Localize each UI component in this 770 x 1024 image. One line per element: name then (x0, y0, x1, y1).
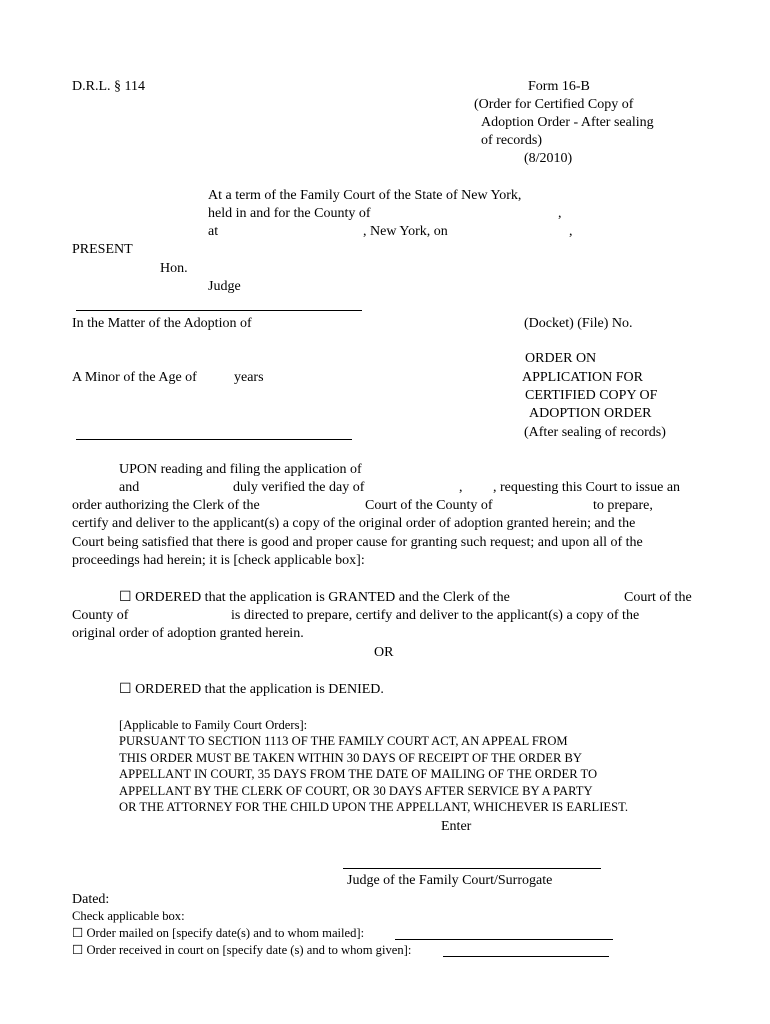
statute-reference: D.R.L. § 114 (72, 79, 145, 94)
judge-signature-caption: Judge of the Family Court/Surrogate (347, 873, 553, 888)
order-title-line-2: APPLICATION FOR (522, 370, 643, 385)
received-checkbox[interactable]: ☐ (72, 943, 84, 957)
hon-label: Hon. (160, 261, 188, 276)
caption-top-rule (76, 310, 362, 311)
granted-court-of-the: Court of the (624, 590, 692, 605)
received-option (72, 942, 411, 958)
appeal-notice-line-5: OR THE ATTORNEY FOR THE CHILD UPON THE APPELLANT, WHICHEVER IS EARLIEST. (119, 800, 628, 814)
denied-option (119, 681, 384, 698)
court-satisfied-line: Court being satisfied that there is good and proper cause for granting such request; and upon all of the (72, 535, 643, 550)
order-title-line-5: (After sealing of records) (524, 425, 666, 440)
denied-text: ORDERED that the application is DENIED. (135, 682, 384, 697)
matter-label: In the Matter of the Adoption of (72, 316, 252, 331)
present-label: PRESENT (72, 242, 133, 257)
requesting-text: , requesting this Court to issue an (493, 480, 681, 495)
or-label: OR (374, 645, 394, 660)
verified-label: duly verified the day of (233, 480, 365, 495)
order-title-line-3: CERTIFIED COPY OF (525, 388, 658, 403)
county-line: held in and for the County of (208, 206, 371, 221)
dated-label: Dated: (72, 892, 110, 907)
mailed-checkbox[interactable]: ☐ (72, 926, 84, 940)
new-york-on-label: , New York, on (363, 224, 448, 239)
upon-reading-line: UPON reading and filing the application of (119, 462, 362, 477)
received-blank-line[interactable] (443, 956, 609, 957)
appeal-notice-line-4: APPELLANT BY THE CLERK OF COURT, OR 30 DAYS AFTER SERVICE BY A PARTY (119, 784, 593, 798)
form-title-line-1: (Order for Certified Copy of (474, 97, 634, 112)
signature-line (343, 868, 601, 869)
form-revision-date: (8/2010) (524, 151, 573, 166)
applicable-label: [Applicable to Family Court Orders]: (119, 718, 308, 732)
court-county-label: Court of the County of (365, 498, 493, 513)
appeal-notice-line-3: APPELLANT IN COURT, 35 DAYS FROM THE DATE OF MAILING OF THE ORDER TO (119, 767, 598, 781)
form-number: Form 16-B (528, 79, 590, 94)
directed-text: is directed to prepare, certify and deliver to the applicant(s) a copy of the (231, 608, 640, 623)
date-comma: , (569, 224, 573, 239)
granted-option (119, 589, 510, 606)
granted-checkbox[interactable]: ☐ (119, 590, 132, 605)
to-prepare-label: to prepare, (593, 498, 653, 513)
caption-bottom-rule (76, 439, 352, 440)
mailed-option (72, 925, 364, 941)
form-title-line-3: of records) (481, 133, 543, 148)
mailed-blank-line[interactable] (395, 939, 613, 940)
granted-text: ORDERED that the application is GRANTED and the Clerk of the (135, 590, 510, 605)
docket-label: (Docket) (File) No. (524, 316, 633, 331)
order-title-line-4: ADOPTION ORDER (529, 406, 652, 421)
order-title-line-1: ORDER ON (525, 351, 597, 366)
received-text: Order received in court on [specify date (s) and to whom given]: (86, 943, 412, 957)
order-authorizing-label: order authorizing the Clerk of the (72, 498, 260, 513)
granted-county-of: County of (72, 608, 129, 623)
form-title-line-2: Adoption Order - After sealing (481, 115, 654, 130)
appeal-notice-line-1: PURSUANT TO SECTION 1113 OF THE FAMILY COURT ACT, AN APPEAL FROM (119, 734, 568, 748)
verified-comma: , (459, 480, 463, 495)
at-label: at (208, 224, 219, 239)
minor-age-label: A Minor of the Age of (72, 370, 197, 385)
mailed-text: Order mailed on [specify date(s) and to whom mailed]: (86, 926, 365, 940)
years-label: years (234, 370, 264, 385)
county-comma: , (558, 206, 562, 221)
certify-line: certify and deliver to the applicant(s) a copy of the original order of adoption granted herein; and the (72, 516, 636, 531)
denied-checkbox[interactable]: ☐ (119, 682, 132, 697)
judge-label: Judge (208, 279, 241, 294)
appeal-notice-line-2: THIS ORDER MUST BE TAKEN WITHIN 30 DAYS OF RECEIPT OF THE ORDER BY (119, 751, 583, 765)
check-box-label: Check applicable box: (72, 909, 185, 923)
court-term-line: At a term of the Family Court of the State of New York, (208, 188, 522, 203)
enter-label: Enter (441, 819, 472, 834)
proceedings-line: proceedings had herein; it is [check applicable box]: (72, 553, 365, 568)
and-label: and (119, 480, 140, 495)
original-order-line: original order of adoption granted herein. (72, 626, 304, 641)
